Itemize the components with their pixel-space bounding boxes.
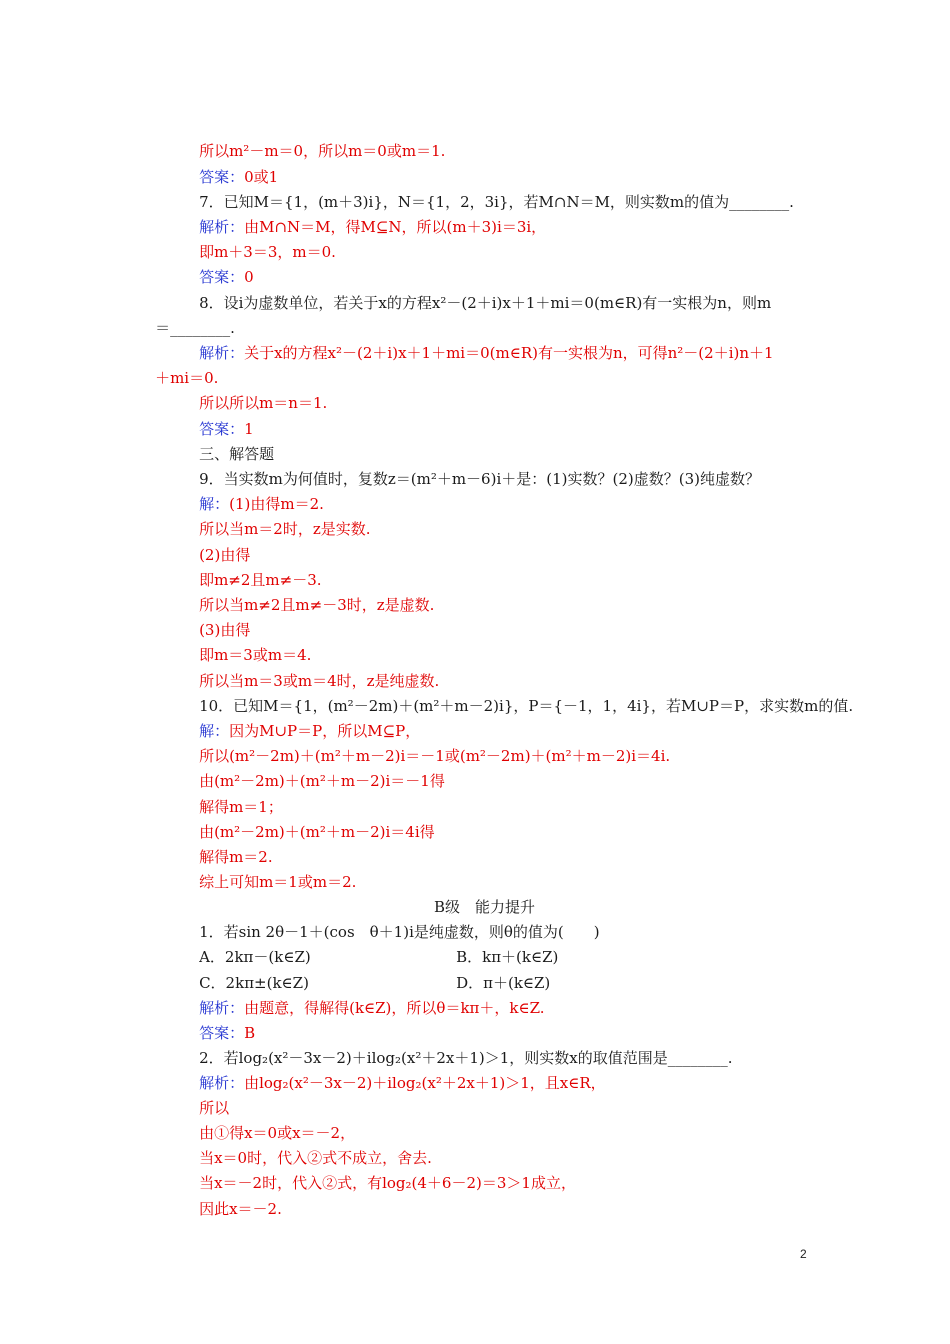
option-c: C．2kπ±(k∈Z) [199,974,309,992]
question-text: 1．若sin 2θ－1＋(cos θ＋1)i是纯虚数，则θ的值为( ) [199,923,600,941]
solution-text: 因为M∪P＝P，所以M⊆P， [229,722,421,740]
solution-text: (2)由得 [199,546,251,564]
solution-text: 解得m＝2. [199,848,273,866]
answer-text: 所以m²－m＝0，所以m＝0或m＝1. [199,142,446,160]
analysis-text: 当x＝0时，代入②式不成立，舍去. [199,1149,432,1167]
solution-text: 所以当m＝2时，z是实数. [199,520,371,538]
analysis-text: 所以 [199,1099,230,1117]
analysis-text: ＋mi＝0. [155,369,219,387]
solution-text: 即m＝3或m＝4. [199,646,312,664]
solution-text: (3)由得 [199,621,251,639]
analysis-text: 因此x＝－2. [199,1200,282,1218]
question-text: 8．设i为虚数单位，若关于x的方程x²－(2＋i)x＋1＋mi＝0(m∈R)有一实根为n，则m [199,294,772,312]
analysis-text: 当x＝－2时，代入②式，有log₂(4＋6－2)＝3＞1成立， [199,1174,576,1192]
analysis-label: 解析： [199,999,245,1017]
page-number: 2 [800,1247,807,1261]
solution-text: 由(m²－2m)＋(m²＋m－2)i＝4i得 [199,823,435,841]
analysis-text: 由M∩N＝M，得M⊆N，所以(m＋3)i＝3i， [244,218,547,236]
solution-text: 由(m²－2m)＋(m²＋m－2)i＝－1得 [199,772,445,790]
question-text: 9．当实数m为何值时，复数z＝(m²＋m－6)i＋是：(1)实数？(2)虚数？(3)纯虚数？ [199,470,760,488]
question-text: 7．已知M＝{1，(m＋3)i}，N＝{1，2，3i}，若M∩N＝M，则实数m的值为________. [199,193,794,211]
solution-text: 即m≠2且m≠－3. [199,571,322,589]
analysis-text: 关于x的方程x²－(2＋i)x＋1＋mi＝0(m∈R)有一实根为n，可得n²－(2＋i)n＋1 [244,344,774,362]
solution-label: 解： [199,722,230,740]
solution-text: 所以当m＝3或m＝4时，z是纯虚数. [199,672,440,690]
analysis-label: 解析： [199,1074,245,1092]
analysis-text: 即m＋3＝3，m＝0. [199,243,336,261]
solution-text: 综上可知m＝1或m＝2. [199,873,357,891]
option-d: D．π＋(k∈Z) [456,974,551,992]
solution-text: 所以当m≠2且m≠－3时，z是虚数. [199,596,435,614]
option-a: A．2kπ－(k∈Z) [199,948,311,966]
answer-text: 1 [244,420,254,438]
answer-label: 答案： [199,1024,245,1042]
answer-text: B [244,1024,256,1042]
analysis-text: 由题意，得解得(k∈Z)，所以θ＝kπ＋，k∈Z. [244,999,545,1017]
analysis-text: 所以所以m＝n＝1. [199,394,328,412]
analysis-text: 由log₂(x²－3x－2)＋ilog₂(x²＋2x＋1)＞1，且x∈R， [244,1074,606,1092]
solution-text: (1)由得m＝2. [229,495,324,513]
analysis-text: 由①得x＝0或x＝－2， [199,1124,356,1142]
text-line [180,1179,282,1239]
answer-text: 0或1 [244,168,279,186]
option-b: B．kπ＋(k∈Z) [456,948,559,966]
question-text: 2．若log₂(x²－3x－2)＋ilog₂(x²＋2x＋1)＞1，则实数x的取值范围是________. [199,1049,733,1067]
answer-text: 0 [244,268,254,286]
section-heading-text: B级 能力提升 [434,898,536,916]
answer-label: 答案： [199,420,245,438]
answer-label: 答案： [199,268,245,286]
solution-text: 解得m＝1； [199,798,283,816]
analysis-label: 解析： [199,344,245,362]
analysis-label: 解析： [199,218,245,236]
question-text: 10．已知M＝{1，(m²－2m)＋(m²＋m－2)i}，P＝{－1，1，4i}，若M∪P＝P，求实数m的值. [199,697,854,715]
section-heading-text: 三、解答题 [199,445,275,463]
answer-label: 答案： [199,168,245,186]
question-text: ＝________. [155,319,235,337]
solution-label: 解： [199,495,230,513]
solution-text: 所以(m²－2m)＋(m²＋m－2)i＝－1或(m²－2m)＋(m²＋m－2)i＝4i. [199,747,671,765]
